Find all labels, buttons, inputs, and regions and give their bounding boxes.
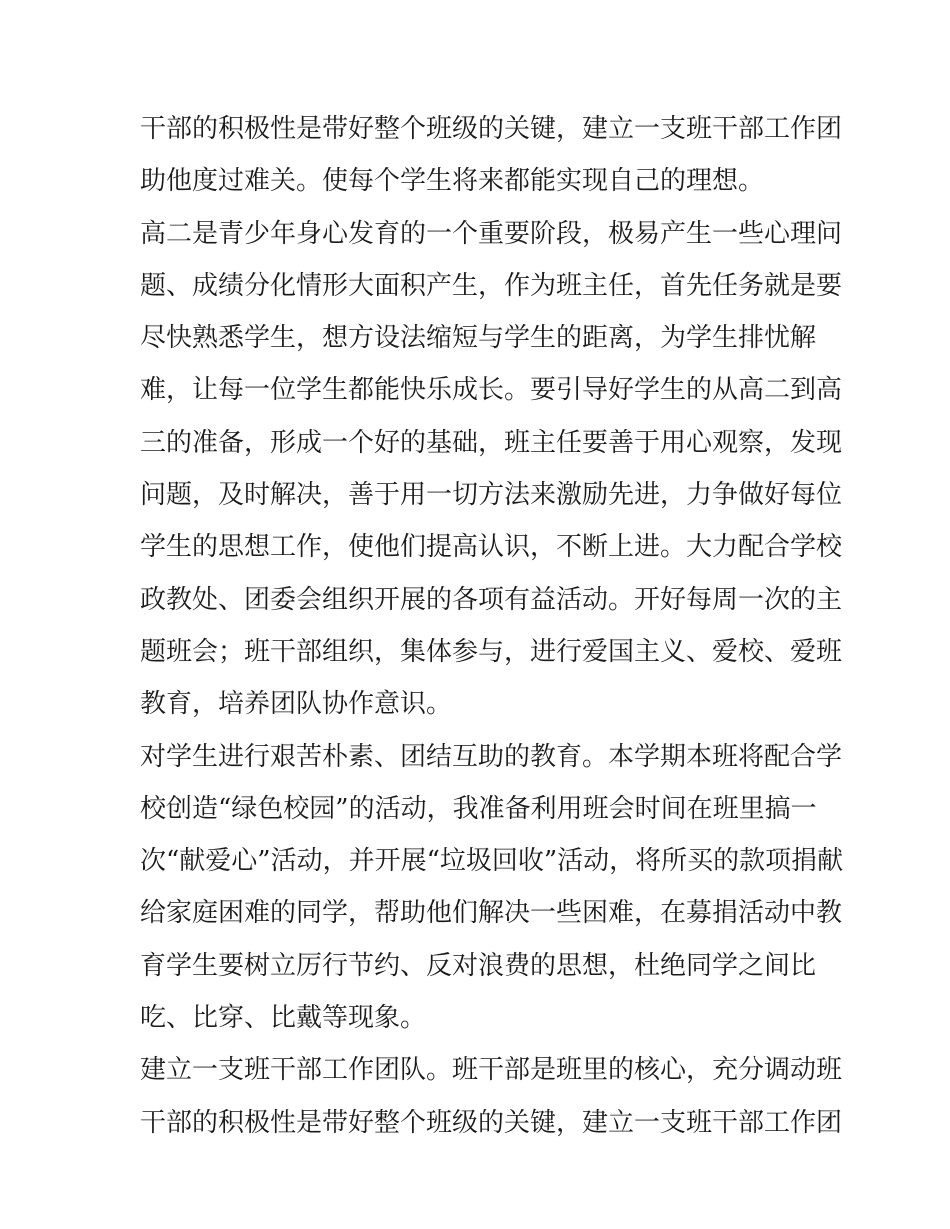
text-line: 问题，及时解决，善于用一切方法来激励先进，力争做好每位 [140,480,843,511]
text-line: 题、成绩分化情形大面积产生，作为班主任，首先任务就是要 [140,270,843,301]
text-line: 建立一支班干部工作团队。班干部是班里的核心，充分调动班 [140,1055,843,1086]
text-line: 给家庭困难的同学，帮助他们解决一些困难，在募捐活动中教 [140,898,843,929]
text-line: 难，让每一位学生都能快乐成长。要引导好学生的从高二到高 [140,375,843,406]
text-line: 学生的思想工作，使他们提高认识，不断上进。大力配合学校 [140,532,843,563]
text-line: 政教处、团委会组织开展的各项有益活动。开好每周一次的主 [140,584,843,615]
text-line: 校创造“绿色校园”的活动，我准备利用班会时间在班里搞一 [140,793,817,824]
text-line: 三的准备，形成一个好的基础，班主任要善于用心观察，发现 [140,427,843,458]
text-line: 吃、比穿、比戴等现象。 [140,1003,427,1034]
text-line: 次“献爱心”活动，并开展“垃圾回收”活动，将所买的款项捐献 [140,846,844,877]
text-line: 尽快熟悉学生，想方设法缩短与学生的距离，为学生排忧解 [140,323,817,354]
text-line: 高二是青少年身心发育的一个重要阶段，极易产生一些心理问 [140,218,843,249]
text-line: 育学生要树立厉行节约、反对浪费的思想，杜绝同学之间比 [140,950,817,981]
text-line: 题班会；班干部组织，集体参与，进行爱国主义、爱校、爱班 [140,636,843,667]
text-line: 助他度过难关。使每个学生将来都能实现自己的理想。 [140,166,765,197]
text-line: 干部的积极性是带好整个班级的关键，建立一支班干部工作团 [140,114,843,144]
body-text [140,103,844,1149]
text-line: 教育，培养团队协作意识。 [140,689,453,720]
text-line: 干部的积极性是带好整个班级的关键，建立一支班干部工作团 [140,1107,843,1138]
text-line: 对学生进行艰苦朴素、团结互助的教育。本学期本班将配合学 [140,741,843,772]
